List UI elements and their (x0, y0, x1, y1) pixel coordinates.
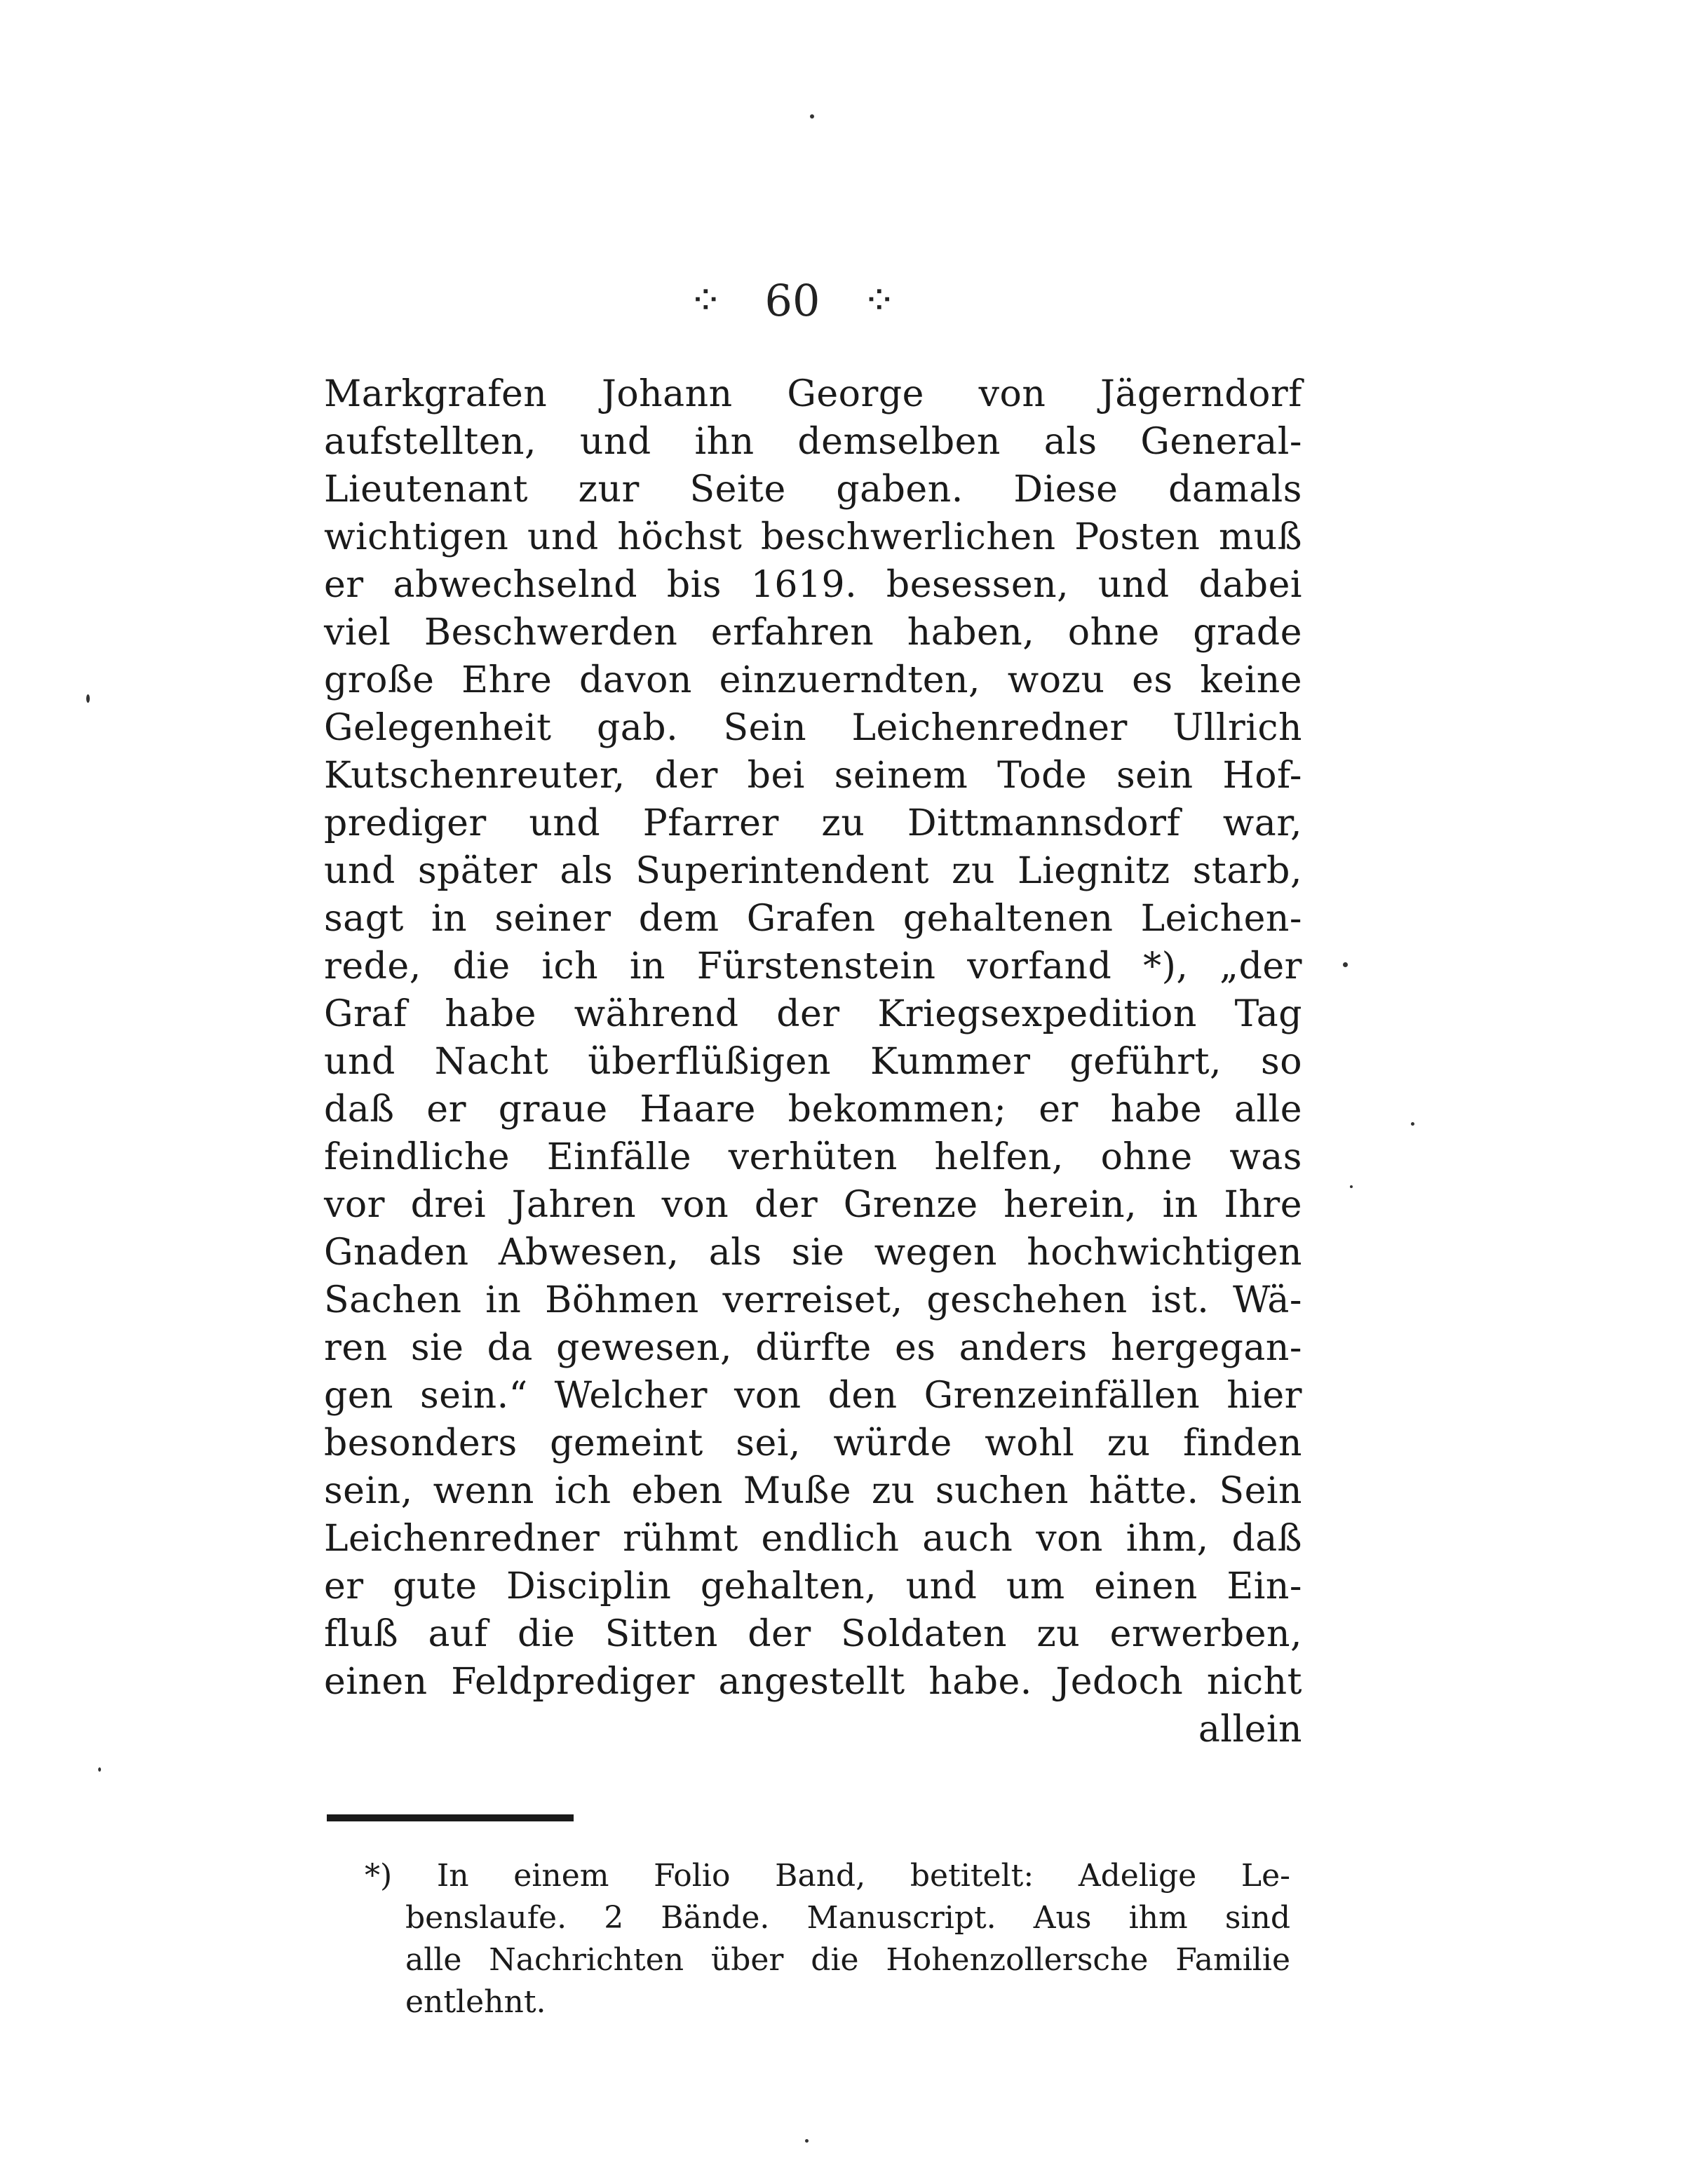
text-line: besonders gemeint sei, würde wohl zu finden (324, 1422, 1302, 1464)
text-line: Gelegenheit gab. Sein Leichenredner Ullrich (324, 707, 1302, 749)
scan-speck (805, 2139, 809, 2143)
text-line: daß er graue Haare bekommen; er habe alle (324, 1088, 1302, 1131)
footnote-line: benslaufe. 2 Bände. Manuscript. Aus ihm sind (405, 1900, 1290, 1936)
scan-speck (1343, 962, 1348, 967)
page-header (631, 265, 954, 335)
text-line: einen Feldprediger angestellt habe. Jedoch nicht (324, 1661, 1302, 1703)
text-line: vor drei Jahren von der Grenze herein, in Ihre (324, 1184, 1302, 1226)
text-line: und später als Superintendent zu Liegnitz starb, (324, 850, 1302, 892)
page-number: 60 (764, 274, 820, 326)
ornament-right-icon: ⁘ (862, 276, 897, 324)
scan-speck (810, 114, 814, 119)
text-line: ren sie da gewesen, dürfte es anders hergegan- (324, 1327, 1302, 1369)
footnote-line: *) In einem Folio Band, betitelt: Adelige Le- (365, 1858, 1290, 1894)
text-line: fluß auf die Sitten der Soldaten zu erwerben, (324, 1613, 1302, 1655)
text-line: Markgrafen Johann George von Jägerndorf (324, 373, 1302, 415)
text-line: große Ehre davon einzuerndten, wozu es keine (324, 659, 1302, 701)
text-line: wichtigen und höchst beschwerlichen Posten muß (324, 516, 1302, 558)
text-line: und Nacht überflüßigen Kummer geführt, so (324, 1041, 1302, 1083)
footnote (365, 1855, 1290, 2023)
text-line: er abwechselnd bis 1619. besessen, und dabei (324, 564, 1302, 606)
text-line: gen sein.“ Welcher von den Grenzeinfällen hier (324, 1375, 1302, 1417)
footnote-line: entlehnt. (405, 1984, 546, 2020)
text-line: viel Beschwerden erfahren haben, ohne grade (324, 612, 1302, 654)
text-line: sein, wenn ich eben Muße zu suchen hätte. Sein (324, 1470, 1302, 1512)
text-line: Sachen in Böhmen verreiset, geschehen ist. Wä- (324, 1279, 1302, 1321)
text-line: Gnaden Abwesen, als sie wegen hochwichtigen (324, 1232, 1302, 1274)
footnote-divider (327, 1814, 574, 1821)
text-line: prediger und Pfarrer zu Dittmannsdorf war, (324, 802, 1302, 844)
scan-speck (1411, 1122, 1414, 1126)
text-line: feindliche Einfälle verhüten helfen, ohne was (324, 1136, 1302, 1178)
text-line: aufstellten, und ihn demselben als General- (324, 421, 1302, 463)
text-line: er gute Disciplin gehalten, und um einen Ein- (324, 1565, 1302, 1607)
main-text (324, 370, 1302, 1753)
footnote-line: alle Nachrichten über die Hohenzollersche Familie (405, 1942, 1290, 1978)
scan-speck (98, 1767, 101, 1772)
ornament-left-icon: ⁘ (688, 276, 723, 324)
text-line: Graf habe während der Kriegsexpedition Tag (324, 993, 1302, 1035)
scan-speck (1350, 1185, 1353, 1188)
text-line: rede, die ich in Fürstenstein vorfand *), „der (324, 945, 1302, 987)
text-line: Leichenredner rühmt endlich auch von ihm, daß (324, 1518, 1302, 1560)
catchword: allein (1198, 1708, 1302, 1751)
text-line: Lieutenant zur Seite gaben. Diese damals (324, 469, 1302, 511)
text-line: Kutschenreuter, der bei seinem Tode sein Hof- (324, 755, 1302, 797)
scan-speck (86, 694, 90, 703)
text-line: sagt in seiner dem Grafen gehaltenen Leichen- (324, 898, 1302, 940)
